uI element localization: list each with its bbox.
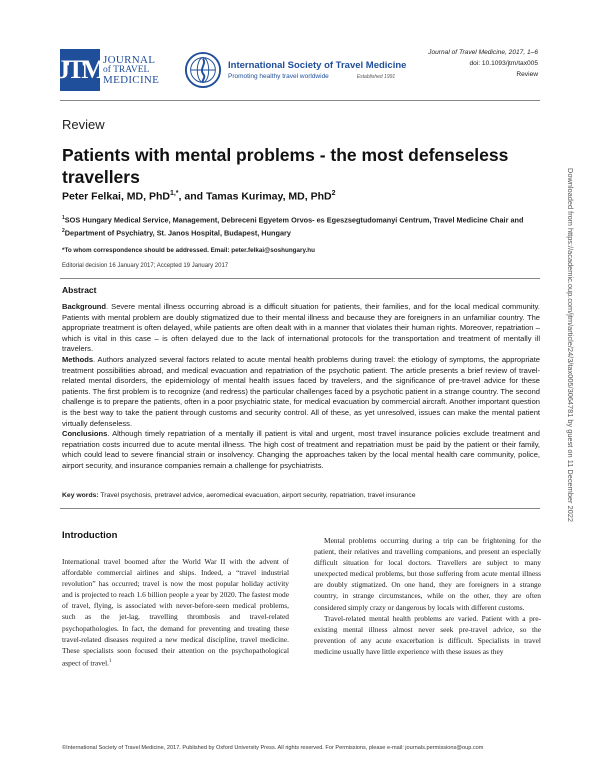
header-divider xyxy=(60,100,540,101)
society-text xyxy=(228,60,406,80)
abstract-background xyxy=(62,302,540,355)
section-label: Review xyxy=(62,117,105,132)
author-2-affil: 2 xyxy=(331,190,336,197)
globe-icon xyxy=(184,51,222,89)
background-label: Background xyxy=(62,302,107,311)
society-established: Established 1991 xyxy=(356,74,396,80)
author-2: Tamas Kurimay, MD, PhD xyxy=(205,190,332,203)
methods-label: Methods xyxy=(62,354,94,364)
abstract-heading: Abstract xyxy=(62,285,97,295)
download-watermark-text: Downloaded from https://academic.oup.com/jtm/article/24/3/tax005/3064781 by guest on 11 December 2022 xyxy=(566,168,575,522)
abstract-bottom-divider xyxy=(60,508,540,509)
body-column-right xyxy=(314,536,541,657)
journal-logo-line2: of TRAVEL xyxy=(103,65,150,75)
keywords-text: Travel psychosis, pretravel advice, aeromedical evacuation, airport security, repatriation, travel insurance xyxy=(98,492,416,499)
body-column-left xyxy=(62,556,289,668)
intro-paragraph-3: Travel-related mental health problems are varied. Patient with a pre-existing mental illness almost never seek pre-travel advice, so the prevention of any acute exacerbation is difficult. Specialists in travel medicine usually have little experience with these issues as they xyxy=(314,613,541,656)
journal-logo xyxy=(57,49,178,91)
journal-logo-line1: JOURNAL xyxy=(103,54,156,66)
affiliation-2-marker: 2 xyxy=(62,227,65,234)
affiliation-1: SOS Hungary Medical Service, Management, Debreceni Egyetem Orvos- es Egeszsegtudomanyi Centrum, Travel Medicine Chair and xyxy=(64,215,524,225)
abstract-body xyxy=(62,302,540,472)
society-name: International Society of Travel Medicine xyxy=(228,60,407,71)
society-logo xyxy=(184,50,414,90)
affiliation-2: Department of Psychiatry, St. Janos Hospital, Budapest, Hungary xyxy=(64,228,291,238)
conclusions-text: . Although timely repatriation of a mentally ill patient is vital and urgent, most travel insurance policies exclude treatment and repatriation costs incurred due to acute mental illness. The high cost of treatment and repatriation must be paid by the patient or their family, which could lead to severe financial strain or insolvency. Changing the approaches taken by the local mental health care community, police, airport security, and insurance companies remain a challenge for psychiatrists. xyxy=(62,429,540,470)
intro-paragraph-1-text: International travel boomed after the World War II with the advent of affordable commercial airlines and ships. Indeed, a “travel industrial revolution” has occurred; travel is now the most popular holiday activity and is projected to reach 1.6 billion people a year by 2020. The fastest mode of travel, flying, is associated with never-before-seen medical problems, such as the jet-lag, travelling thrombosis and travel-related psychopathologies. In fact, the demand for preventing and treating these travel-related diseases required a new medical discipline, travel medicine. These specialists soon focused their attention on the psychopathological aspect of travel. xyxy=(62,557,289,668)
jtm-logo-mark: JTM xyxy=(60,49,100,91)
journal-logo-line3: MEDICINE xyxy=(103,74,160,86)
society-tagline xyxy=(228,73,406,80)
citation-type: Review xyxy=(516,71,538,78)
copyright-footer: ©International Society of Travel Medicine, 2017. Published by Oxford University Press. All rights reserved. For Permissions, please e-mail: journals.permissions@oup.com xyxy=(62,745,484,751)
abstract-top-divider xyxy=(60,278,540,279)
intro-paragraph-2: Mental problems occurring during a trip can be frightening for the patient, their relatives and travelling companions, and present an especially difficult situation for local doctors. Travellers are subject to many unexpected medical problems, but those suffering from acute mental illness are doubly stigmatized. On one hand, they are foreigners in a strange country, in strange circumstances, while on the other, they are often considered simply crazy or dangerous by locals with different customs. xyxy=(314,536,541,612)
society-tagline-text: Promoting healthy travel worldwide xyxy=(228,73,329,80)
citation-journal: Journal of Travel Medicine, 2017, 1–6 xyxy=(428,49,538,56)
editorial-dates: Editorial decision 16 January 2017; Accepted 19 January 2017 xyxy=(62,263,229,269)
background-text: . Severe mental illness occurring abroad is a difficult situation for patients, their families, and for the local medical community. Patients with mental problem are doubly stigmatized due to their mental illness and because they are foreigners in an unfamiliar country. The appropriate treatment is often delayed, while patients are often dealt with in a manner that violates their human rights. Moreover, repatriation – which is vital in this case – is often delayed due to the lack of international protocols for the transportation and treatment of mentally ill travelers. xyxy=(62,302,540,354)
author-separator: , and xyxy=(178,190,206,203)
reference-1: 1 xyxy=(109,658,112,664)
article-title: Patients with mental problems - the most defenseless travellers xyxy=(62,145,509,187)
author-1: Peter Felkai, MD, PhD xyxy=(62,190,170,203)
journal-logo-text xyxy=(103,55,159,85)
keywords xyxy=(62,492,540,499)
author-1-affil: 1,* xyxy=(169,190,179,197)
author-line xyxy=(62,190,336,203)
affiliations xyxy=(62,213,540,239)
abstract-methods xyxy=(62,355,540,429)
methods-text: . Authors analyzed several factors related to acute mental health problems during travel: the etiology of symptoms, the appropriate treatment possibilities abroad, and medical evacuation and repatriation of the psychotic patient. The article presents a brief review of travel-related mental disorders, the epidemiology of mental health issues faced by travelers, and the significance of pre-travel advice for these patients. The first problem is to recognize (and redress) the particular challenges faced by a psychotic patient in a strange country. The second challenge is to prepare the patients, often in a poor psychiatric state, for medical evacuation by commercial aircraft. Another important question is the best way to take the patient through customs and security control. All of these, as yet unresolved, issues can make the mental patient virtually defenseless. xyxy=(62,354,540,428)
keywords-label: Key words: xyxy=(62,492,99,499)
affiliation-1-marker: 1 xyxy=(62,215,65,221)
introduction-heading: Introduction xyxy=(62,530,118,541)
abstract-conclusions xyxy=(62,429,540,471)
download-watermark xyxy=(565,168,575,588)
intro-paragraph-1 xyxy=(62,556,289,668)
correspondence: *To whom correspondence should be addressed. Email: peter.felkai@soshungary.hu xyxy=(62,247,315,254)
citation-block xyxy=(428,47,538,80)
conclusions-label: Conclusions xyxy=(62,429,108,439)
citation-doi: doi: 10.1093/jtm/tax005 xyxy=(469,60,538,67)
